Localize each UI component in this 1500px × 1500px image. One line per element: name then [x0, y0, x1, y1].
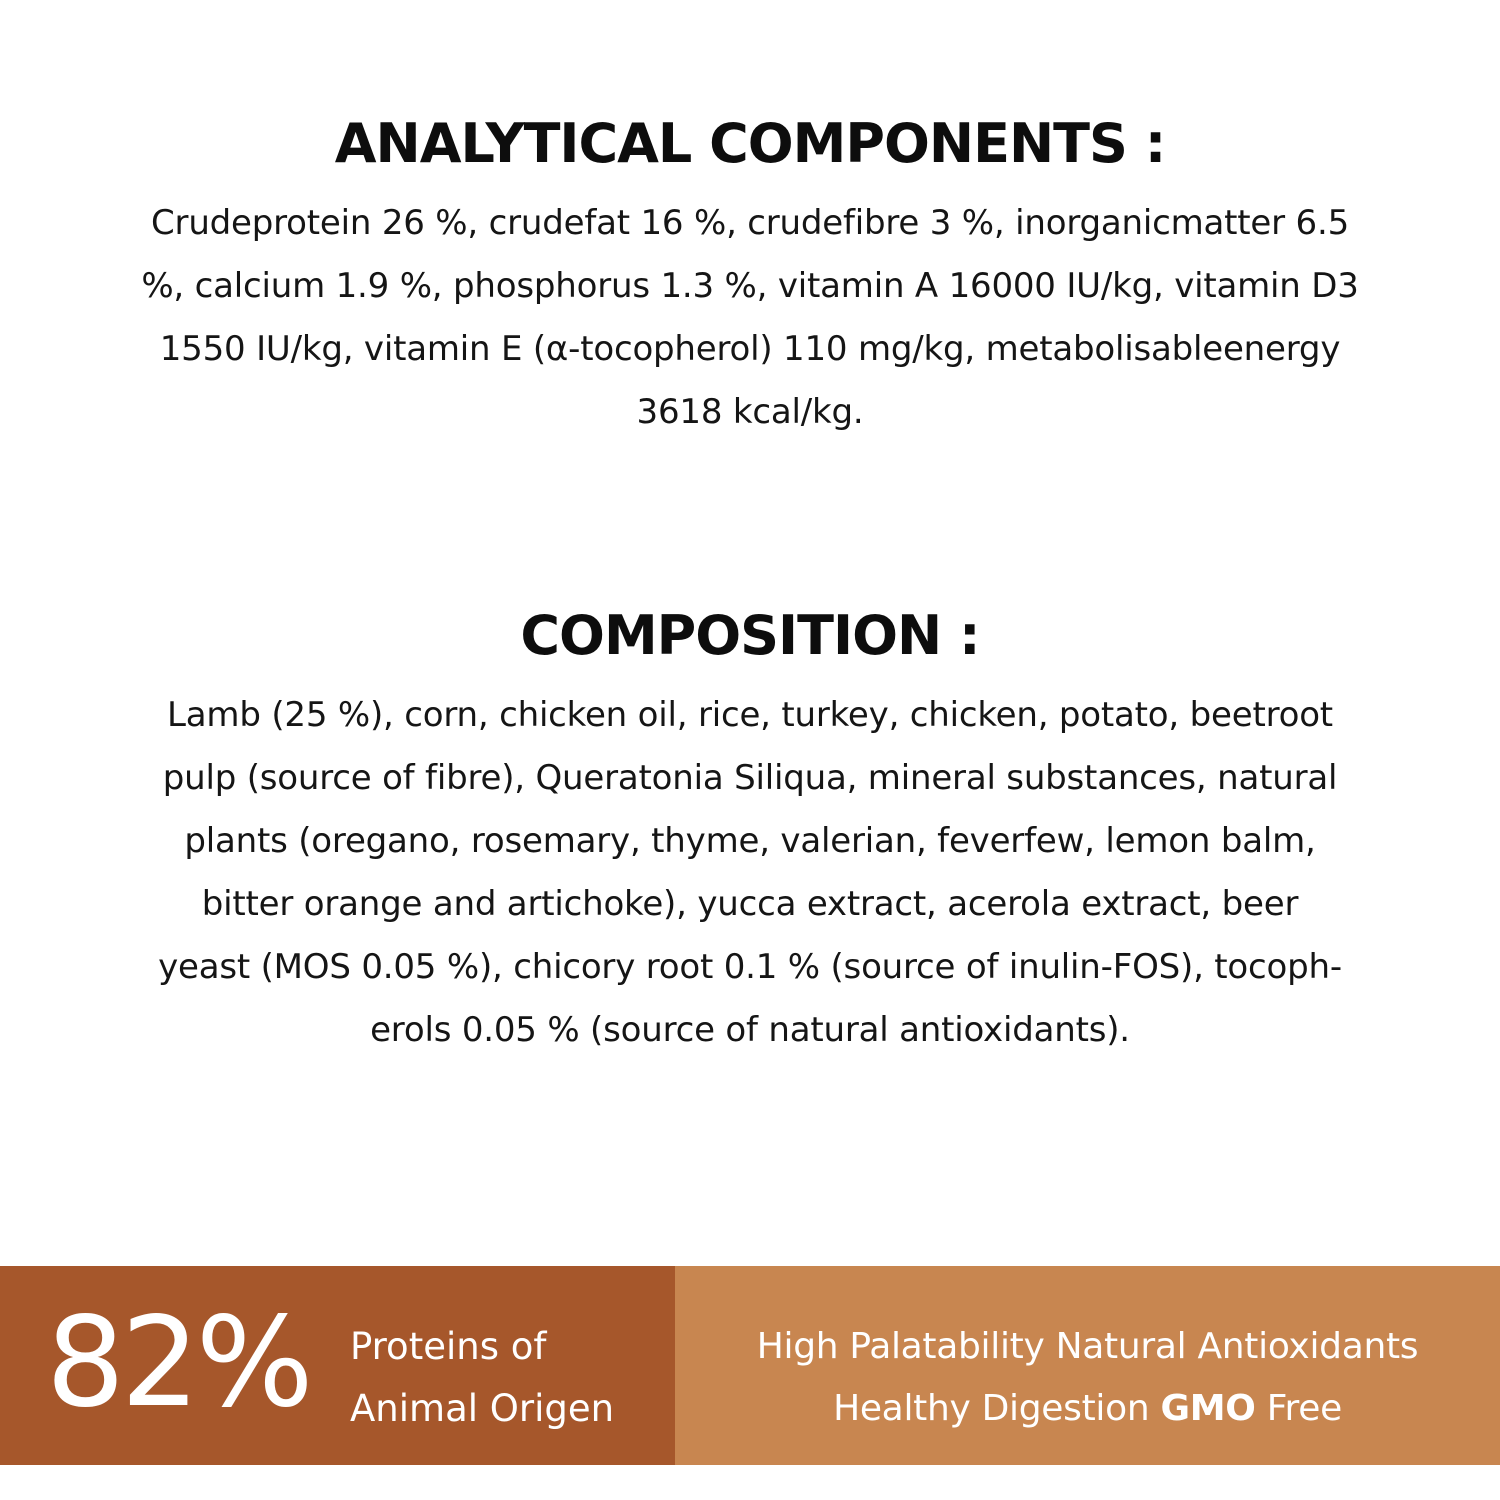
analytical-line: 1550 IU/kg, vitamin E (α-tocopherol) 110 mg/kg, metabolisableenergy — [159, 329, 1341, 369]
composition-text — [60, 684, 1440, 1062]
benefits-line2-post: Free — [1255, 1388, 1342, 1429]
benefits-line1: High Palatability Natural Antioxidants — [756, 1326, 1419, 1367]
analytical-components-title: ANALYTICAL COMPONENTS : — [334, 112, 1166, 175]
composition-line: pulp (source of fibre), Queratonia Siliqua, mineral substances, natural — [162, 758, 1338, 798]
protein-label — [350, 1316, 614, 1440]
protein-panel — [0, 1266, 675, 1465]
composition-line: erols 0.05 % (source of natural antioxidants). — [370, 1010, 1130, 1050]
protein-label-line2: Animal Origen — [350, 1387, 615, 1430]
benefits-line2-pre: Healthy Digestion — [833, 1388, 1161, 1429]
composition-line: plants (oregano, rosemary, thyme, valerian, feverfew, lemon balm, — [184, 821, 1316, 861]
benefits-panel — [675, 1266, 1500, 1465]
benefits-text — [675, 1316, 1500, 1440]
composition-line: yeast (MOS 0.05 %), chicory root 0.1 % (source of inulin-FOS), tocoph- — [158, 947, 1342, 987]
analytical-components-text — [60, 192, 1440, 444]
composition-line: bitter orange and artichoke), yucca extract, acerola extract, beer — [201, 884, 1299, 924]
protein-percent: 82% — [46, 1291, 310, 1435]
analytical-line: 3618 kcal/kg. — [636, 392, 864, 432]
composition-title: COMPOSITION : — [520, 604, 980, 667]
features-banner — [0, 1266, 1500, 1465]
gmo-label: GMO — [1160, 1388, 1256, 1429]
analytical-line: %, calcium 1.9 %, phosphorus 1.3 %, vitamin A 16000 IU/kg, vitamin D3 — [141, 266, 1359, 306]
composition-line: Lamb (25 %), corn, chicken oil, rice, turkey, chicken, potato, beetroot — [167, 695, 1333, 735]
analytical-line: Crudeprotein 26 %, crudefat 16 %, crudefibre 3 %, inorganicmatter 6.5 — [151, 203, 1349, 243]
protein-label-line1: Proteins of — [350, 1325, 547, 1368]
